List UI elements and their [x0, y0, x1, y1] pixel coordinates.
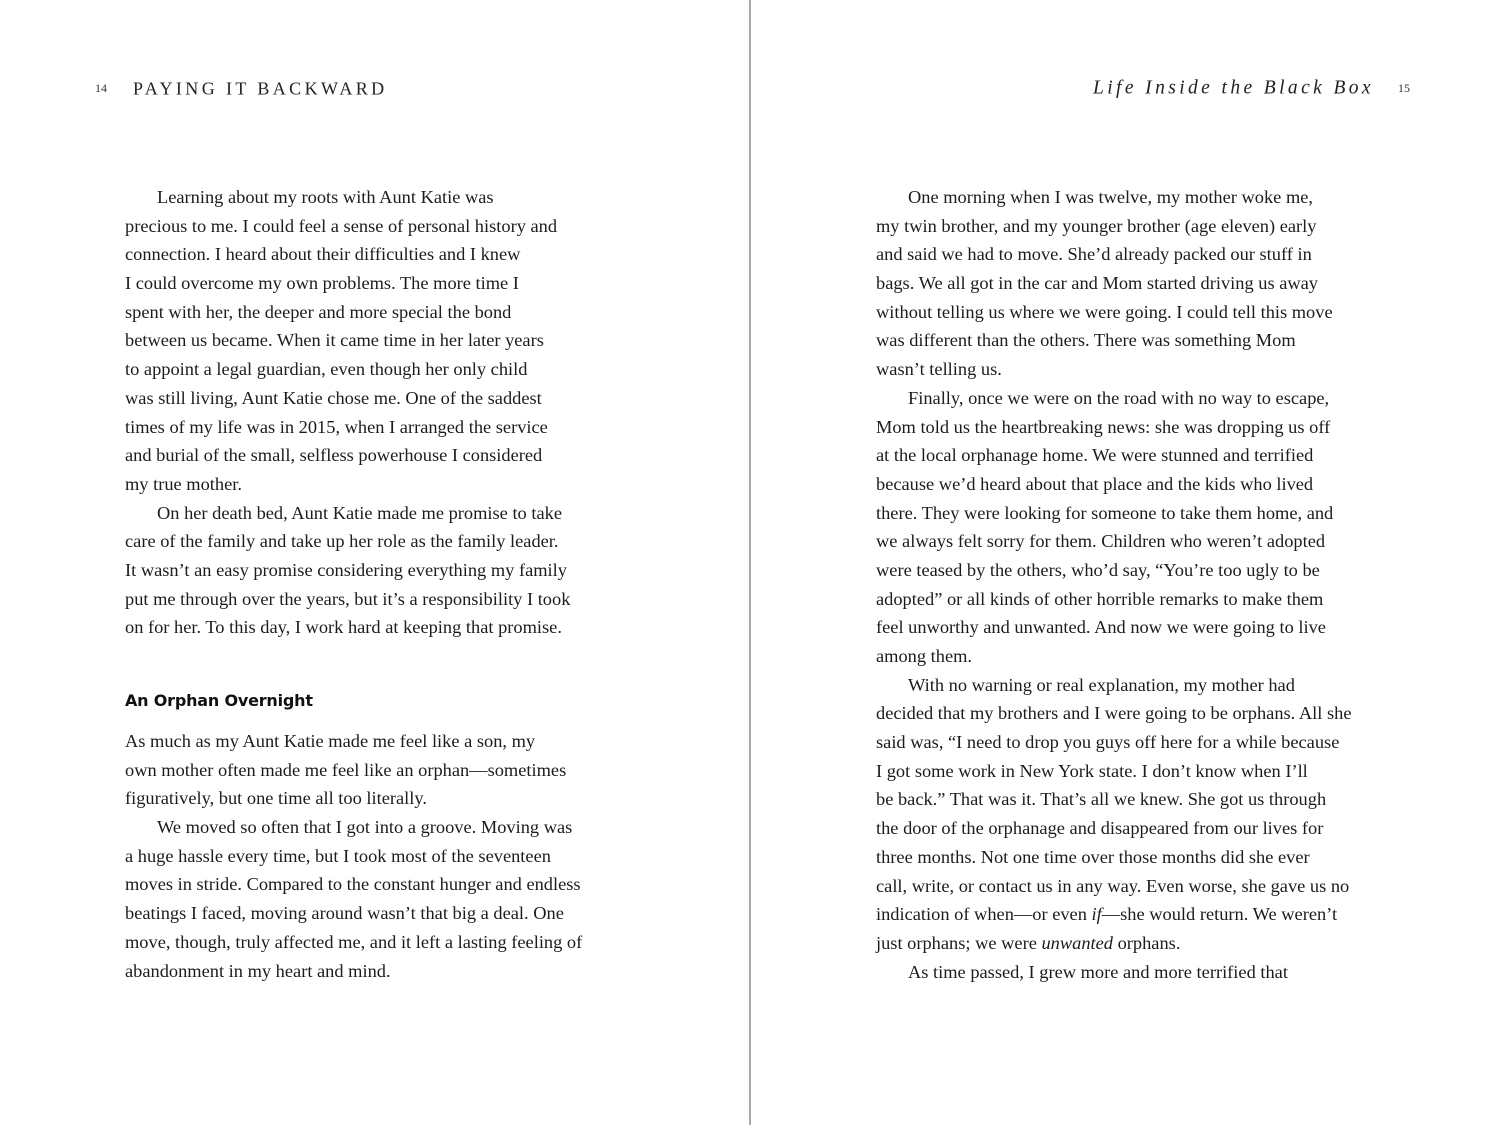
section-spacer	[125, 642, 625, 687]
text-line: my true mother.	[125, 473, 242, 494]
text-line: feel unworthy and unwanted. And now we were going to live	[876, 617, 1326, 638]
right-paragraphs	[876, 183, 1396, 986]
text-line: As time passed, I grew more and more terrified that	[908, 961, 1288, 982]
text-line: One morning when I was twelve, my mother woke me,	[908, 187, 1314, 207]
text-line: bags. We all got in the car and Mom started driving us away	[876, 273, 1319, 294]
paragraph	[125, 813, 625, 985]
text-line: adopted” or all kinds of other horrible remarks to make them	[876, 588, 1324, 609]
paragraph	[876, 671, 1396, 958]
left-page	[0, 0, 749, 1125]
text-segment: indication of when—or even	[876, 904, 1092, 925]
text-line: spent with her, the deeper and more special the bond	[125, 301, 512, 322]
right-body-text	[876, 183, 1396, 986]
text-line: on for her. To this day, I work hard at keeping that promise.	[125, 617, 562, 638]
left-book-title: PAYING IT BACKWARD	[133, 78, 388, 99]
text-line: I got some work in New York state. I don’t know when I’ll	[876, 760, 1308, 781]
left-page-number: 14	[95, 81, 107, 96]
paragraph	[125, 183, 625, 499]
text-line: move, though, truly affected me, and it left a lasting feeling of	[125, 931, 583, 952]
text-line: without telling us where we were going. I could tell this move	[876, 301, 1333, 322]
text-line: my twin brother, and my younger brother (age eleven) early	[876, 215, 1317, 236]
text-line: three months. Not one time over those months did she ever	[876, 846, 1310, 867]
text-line: It wasn’t an easy promise considering everything my family	[125, 559, 567, 580]
text-line: times of my life was in 2015, when I arranged the service	[125, 416, 548, 437]
text-line: among them.	[876, 646, 973, 666]
text-line: own mother often made me feel like an orphan—sometimes	[125, 759, 567, 780]
text-line: figuratively, but one time all too literally.	[125, 788, 427, 809]
text-line: a huge hassle every time, but I took most of the seventeen	[125, 845, 551, 866]
text-line: With no warning or real explanation, my mother had	[908, 674, 1295, 695]
right-page	[751, 0, 1500, 1125]
paragraph	[125, 499, 625, 642]
text-line: was different than the others. There was something Mom	[876, 330, 1296, 351]
left-paragraphs-after-section	[125, 727, 625, 985]
text-line: was still living, Aunt Katie chose me. One of the saddest	[125, 387, 542, 408]
text-line: moves in stride. Compared to the constant hunger and endless	[125, 874, 581, 895]
text-line	[876, 900, 1396, 929]
text-line: be back.” That was it. That’s all we knew. She got us through	[876, 789, 1327, 810]
text-line: We moved so often that I got into a groove. Moving was	[157, 817, 573, 838]
text-line	[876, 929, 1396, 958]
text-line: and said we had to move. She’d already packed our stuff in	[876, 244, 1312, 265]
text-line: Mom told us the heartbreaking news: she was dropping us off	[876, 416, 1331, 437]
left-running-head	[95, 76, 388, 100]
italic-emphasis: unwanted	[1041, 932, 1113, 953]
right-running-head	[1093, 76, 1410, 100]
text-line: put me through over the years, but it’s a responsibility I took	[125, 588, 571, 609]
left-body-text	[125, 183, 625, 985]
text-line: there. They were looking for someone to take them home, and	[876, 502, 1334, 523]
text-line: connection. I heard about their difficulties and I knew	[125, 244, 521, 265]
text-line: said was, “I need to drop you guys off here for a while because	[876, 732, 1340, 753]
text-line: the door of the orphanage and disappeared from our lives for	[876, 818, 1324, 839]
paragraph	[876, 384, 1396, 671]
text-line: Learning about my roots with Aunt Katie was	[157, 187, 494, 207]
left-paragraphs-before-section	[125, 183, 625, 642]
text-line: and burial of the small, selfless powerhouse I considered	[125, 445, 543, 466]
text-line: abandonment in my heart and mind.	[125, 960, 391, 981]
text-segment: just orphans; we were	[876, 932, 1042, 953]
paragraph	[876, 183, 1396, 384]
heading-spacer	[125, 715, 625, 727]
text-line: Finally, once we were on the road with no way to escape,	[908, 387, 1330, 408]
text-line: we always felt sorry for them. Children who weren’t adopted	[876, 531, 1326, 552]
text-segment: orphans.	[1113, 932, 1181, 953]
text-line: precious to me. I could feel a sense of personal history and	[125, 215, 558, 236]
text-line: beatings I faced, moving around wasn’t that big a deal. One	[125, 903, 564, 924]
chapter-title: Life Inside the Black Box	[1092, 77, 1374, 99]
text-line: to appoint a legal guardian, even though her only child	[125, 359, 528, 380]
text-line: care of the family and take up her role as the family leader.	[125, 531, 559, 552]
text-line: call, write, or contact us in any way. Even worse, she gave us no	[876, 875, 1350, 896]
text-line: because we’d heard about that place and the kids who lived	[876, 473, 1314, 494]
text-line: were teased by the others, who’d say, “You’re too ugly to be	[876, 559, 1320, 580]
text-line: I could overcome my own problems. The more time I	[125, 273, 519, 294]
text-line: at the local orphanage home. We were stunned and terrified	[876, 445, 1314, 466]
section-heading: An Orphan Overnight	[125, 691, 313, 710]
paragraph	[125, 727, 625, 813]
right-page-number: 15	[1398, 81, 1410, 96]
italic-emphasis: if	[1091, 904, 1102, 925]
paragraph	[876, 958, 1396, 987]
text-line: decided that my brothers and I were going to be orphans. All she	[876, 703, 1352, 724]
text-line: wasn’t telling us.	[876, 359, 1002, 380]
text-line: between us became. When it came time in her later years	[125, 330, 544, 351]
text-segment: —she would return. We weren’t	[1101, 904, 1338, 925]
text-line: As much as my Aunt Katie made me feel like a son, my	[125, 731, 536, 751]
text-line: On her death bed, Aunt Katie made me promise to take	[157, 502, 562, 523]
